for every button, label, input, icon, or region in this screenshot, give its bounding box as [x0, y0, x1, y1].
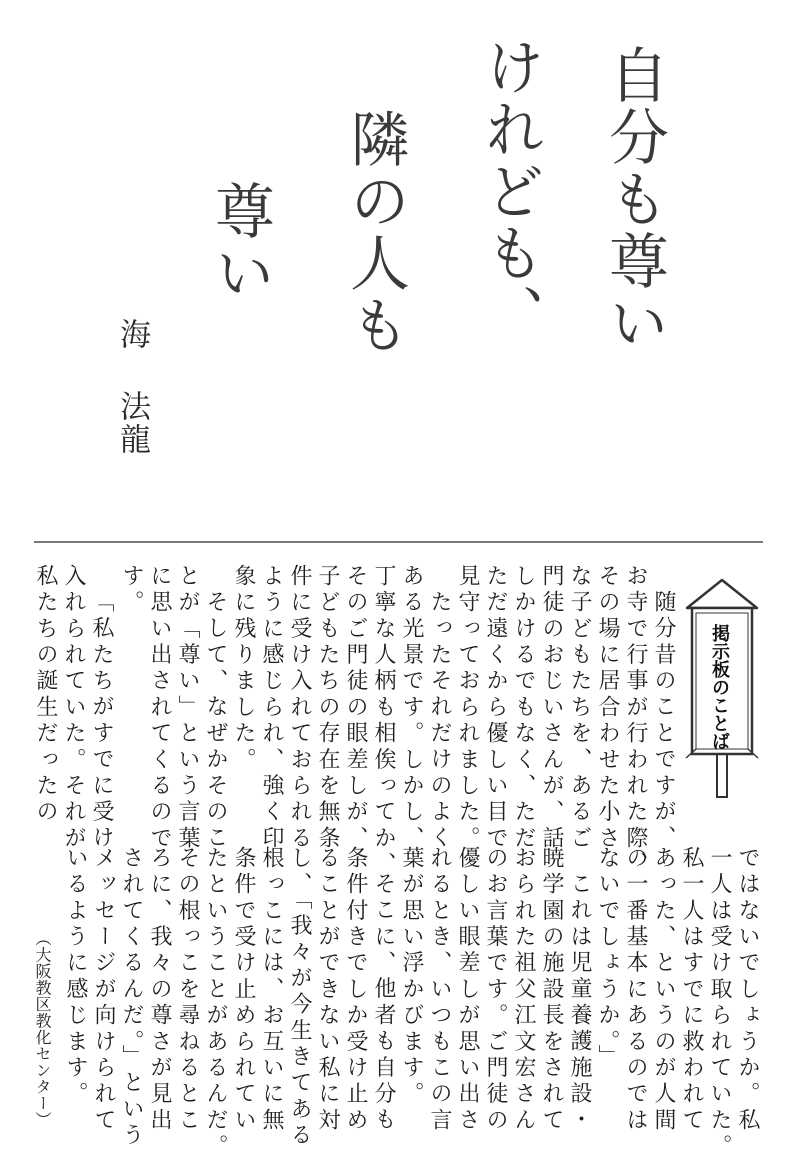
lower-column-25: いるように感じます。 [63, 846, 88, 1108]
upper-column-2: お寺で行事が行われた際、 [623, 564, 648, 879]
lower-column-4: あった、というのが人間 [651, 846, 676, 1135]
upper-column-1: 随分昔のことですが、 [651, 590, 676, 852]
lower-column-19: 条件で受け止められてい [231, 846, 256, 1135]
lower-column-13: 葉が思い浮かびます。 [399, 846, 424, 1108]
credit-line: （大阪教区教化センター） [33, 930, 52, 1128]
upper-column-17: そして、なぜかそのこ [203, 590, 228, 852]
lower-column-11: 優しい眼差しが思い出さ [455, 846, 480, 1135]
lower-column-15: 条件付きでしか受け止め [343, 846, 368, 1135]
signboard-label: 掲示板のことば [709, 624, 730, 750]
upper-column-15: ように感じられ、強く印 [259, 564, 284, 853]
lower-column-16: ることができない私に対 [315, 846, 340, 1135]
lower-column-2: 一人は受け取られていた。 [707, 846, 732, 1160]
lower-column-3: 私一人はすでに救われて [679, 846, 704, 1135]
lower-column-18: 根っこには、お互いに無 [259, 846, 284, 1135]
upper-column-10: ある光景です。しかし、 [399, 564, 424, 853]
author-family-name: 海 [114, 318, 150, 351]
title-line-3: 隣の人も [340, 108, 410, 356]
upper-column-11: 丁寧な人柄も相俟ってか、 [371, 564, 396, 879]
upper-column-8: 見守っておられました。 [455, 564, 480, 853]
lower-column-23: されてくるんだ。」という [119, 846, 144, 1150]
lower-column-10: のお言葉です。ご門徒の [483, 846, 508, 1135]
lower-column-9: おられた祖父江文宏さん [511, 846, 536, 1135]
lower-column-8: 暁学園の施設長をされて [539, 846, 564, 1135]
upper-column-12: そのご門徒の眼差しが、 [343, 564, 368, 853]
title-line-2: けれども、 [475, 36, 545, 346]
lower-column-20: たということがあるんだ。 [203, 846, 228, 1160]
lower-column-12: れるとき、いつもこの言 [427, 846, 452, 1135]
upper-column-9: たったそれだけのよく [427, 590, 452, 852]
upper-column-16: 象に残りました。 [231, 564, 256, 774]
title-line-4: 尊い [205, 180, 275, 304]
upper-column-6: しかけるでもなく、ただ [511, 564, 536, 853]
lower-column-24: メッセージが向けられて [91, 846, 116, 1135]
upper-column-3: その場に居合わせた小さ [595, 564, 620, 853]
signboard-illustration [683, 578, 761, 800]
upper-column-21: 「私たちがすでに受け [89, 590, 114, 852]
lower-column-5: の一番基本にあるのでは [623, 846, 648, 1135]
upper-column-5: 門徒のおじいさんが、話 [539, 564, 564, 853]
section-divider [34, 541, 763, 543]
upper-column-19: に思い出されてくるので [147, 564, 172, 853]
lower-column-1: ではないでしょうか。私 [735, 846, 760, 1135]
upper-column-18: とが「尊い」という言葉 [175, 564, 200, 853]
lower-column-17: し、「我々が今生きてある [287, 846, 312, 1150]
author-given-name: 法龍 [114, 390, 150, 456]
lower-column-14: そこに、他者も自分も [371, 872, 396, 1134]
upper-column-22: 入れられていた。それが [61, 564, 86, 853]
upper-column-14: 件に受け入れておられる [287, 564, 312, 853]
upper-column-7: ただ遠くから優しい目で [483, 564, 508, 853]
title-line-1: 自分も尊い [599, 44, 669, 354]
upper-column-23: 私たちの誕生だったの [33, 564, 58, 826]
lower-column-6: ないでしょうか。」 [595, 846, 620, 1071]
upper-column-13: 子どもたちの存在を無条 [315, 564, 340, 853]
lower-column-21: その根っこを尋ねるとこ [175, 846, 200, 1135]
lower-column-22: ろに、我々の尊さが見出 [147, 846, 172, 1135]
lower-column-7: これは児童養護施設・ [567, 872, 592, 1134]
upper-column-20: す。 [119, 564, 144, 617]
upper-column-4: な子どもたちを、あるご [567, 564, 592, 853]
